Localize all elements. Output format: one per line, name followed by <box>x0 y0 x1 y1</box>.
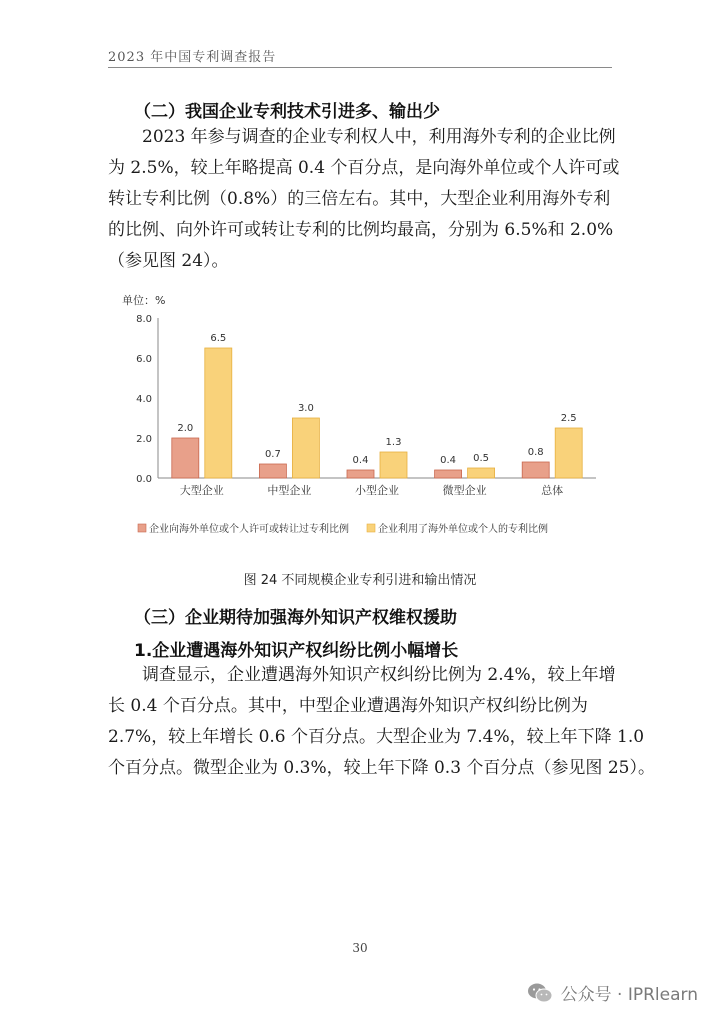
bar <box>292 418 319 478</box>
bar <box>172 438 199 478</box>
data-label: 0.4 <box>440 455 457 466</box>
header-rule <box>108 67 612 68</box>
data-label: 0.5 <box>473 453 490 464</box>
y-tick-label: 6.0 <box>136 354 152 365</box>
bar <box>380 452 407 478</box>
data-label: 0.8 <box>527 447 544 458</box>
paragraph-line: 调查显示，企业遭遇海外知识产权纠纷比例为 2.4%，较上年增 <box>142 665 616 685</box>
page-number: 30 <box>352 941 368 955</box>
legend-swatch <box>367 524 375 532</box>
section-2-paragraph <box>108 122 620 277</box>
bar <box>522 462 549 478</box>
data-label: 0.7 <box>264 449 281 460</box>
running-header: 2023 年中国专利调查报告 <box>108 50 277 65</box>
y-tick-label: 2.0 <box>136 434 152 445</box>
figure-caption: 图 24 不同规模企业专利引进和输出情况 <box>243 573 477 588</box>
category-label: 大型企业 <box>179 484 224 497</box>
bar <box>555 428 582 478</box>
watermark-text: 公众号 · IPRlearn <box>560 985 698 1005</box>
bar <box>205 348 232 478</box>
paragraph-line: 为 2.5%，较上年略提高 0.4 个百分点，是向海外单位或个人许可或 <box>108 158 620 178</box>
y-tick-label: 4.0 <box>136 394 152 405</box>
subsection-heading: 1.企业遭遇海外知识产权纠纷比例小幅增长 <box>134 641 459 661</box>
y-tick-label: 0.0 <box>136 474 152 485</box>
bar <box>468 468 495 478</box>
legend-swatch <box>138 524 146 532</box>
bar <box>347 470 374 478</box>
bar <box>435 470 462 478</box>
paragraph-line: 长 0.4 个百分点。其中，中型企业遭遇海外知识产权纠纷比例为 <box>108 696 588 716</box>
legend-label: 企业利用了海外单位或个人的专利比例 <box>378 524 548 535</box>
paragraph-line: 转让专利比例（0.8%）的三倍左右。其中，大型企业利用海外专利 <box>108 189 611 209</box>
data-label: 6.5 <box>210 333 227 344</box>
legend-label: 企业向海外单位或个人许可或转让过专利比例 <box>149 524 349 535</box>
section-heading-3: （三）企业期待加强海外知识产权维权援助 <box>134 608 457 628</box>
data-label: 2.5 <box>560 413 577 424</box>
category-label: 中型企业 <box>267 484 312 497</box>
bar <box>259 464 286 478</box>
paragraph-line: 个百分点。微型企业为 0.3%，较上年下降 0.3 个百分点（参见图 25）。 <box>108 758 655 778</box>
unit-label: 单位：% <box>122 294 166 307</box>
category-label: 总体 <box>541 484 564 497</box>
chart-svg <box>118 290 602 550</box>
paragraph-line: 2023 年参与调查的企业专利权人中，利用海外专利的企业比例 <box>142 127 616 147</box>
paragraph-line: 的比例、向外许可或转让专利的比例均最高，分别为 6.5%和 2.0% <box>108 220 614 240</box>
data-label: 0.4 <box>352 455 369 466</box>
bar-chart <box>118 290 602 550</box>
category-label: 小型企业 <box>355 484 399 497</box>
data-label: 1.3 <box>385 437 402 448</box>
data-label: 2.0 <box>177 423 194 434</box>
section-3-paragraph <box>108 660 655 784</box>
data-label: 3.0 <box>297 403 314 414</box>
watermark <box>527 980 698 1005</box>
paragraph-line: 2.7%，较上年增长 0.6 个百分点。大型企业为 7.4%，较上年下降 1.0 <box>108 727 645 747</box>
wechat-icon <box>527 982 553 1004</box>
category-label: 微型企业 <box>442 484 487 497</box>
section-heading-2: （二）我国企业专利技术引进多、输出少 <box>134 102 440 122</box>
y-tick-label: 8.0 <box>136 314 152 325</box>
paragraph-line: （参见图 24）。 <box>108 251 229 271</box>
